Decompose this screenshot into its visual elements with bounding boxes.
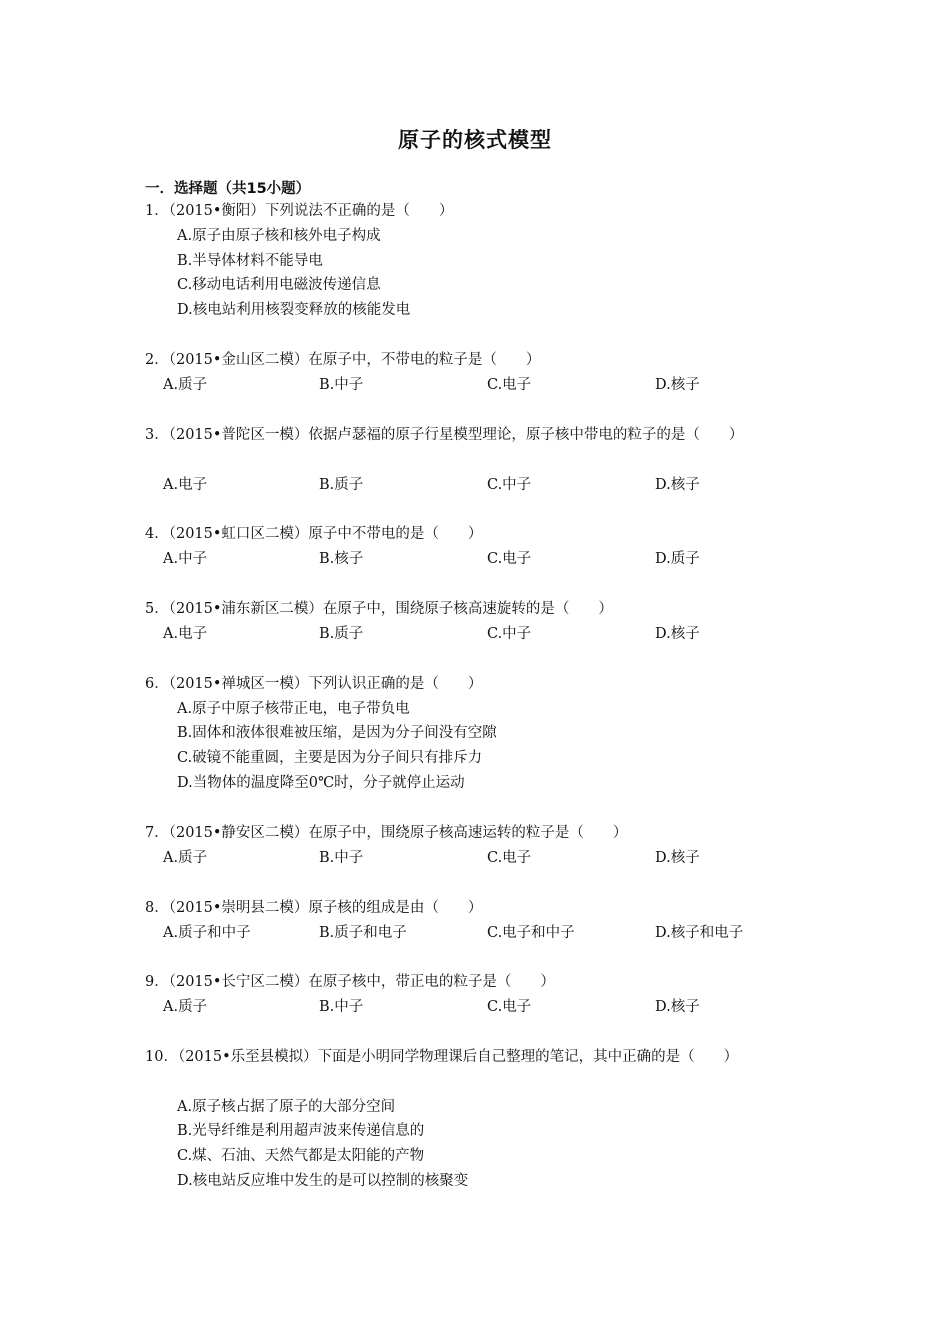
question-1-option-b: B.半导体材料不能导电 bbox=[177, 253, 323, 269]
question-2-option-a: A.质子 bbox=[163, 377, 208, 393]
question-2-option-c: C.电子 bbox=[487, 377, 532, 393]
question-7-option-d: D.核子 bbox=[655, 850, 700, 866]
question-7-stem: 7．（2015•静安区二模）在原子中，围绕原子核高速运转的粒子是（ ） bbox=[145, 825, 628, 841]
question-5-option-b: B.质子 bbox=[319, 626, 364, 642]
question-4-option-d: D.质子 bbox=[655, 551, 700, 567]
question-7-option-a: A.质子 bbox=[163, 850, 208, 866]
question-7-option-c: C.电子 bbox=[487, 850, 532, 866]
question-4-option-a: A.中子 bbox=[163, 551, 208, 567]
question-9-stem: 9．（2015•长宁区二模）在原子核中，带正电的粒子是（ ） bbox=[145, 974, 555, 990]
question-8-option-d: D.核子和电子 bbox=[655, 925, 744, 941]
question-8-option-b: B.质子和电子 bbox=[319, 925, 407, 941]
question-4-stem: 4．（2015•虹口区二模）原子中不带电的是（ ） bbox=[145, 526, 483, 542]
section-heading: 一．选择题（共15小题） bbox=[145, 181, 311, 197]
question-6-option-d: D.当物体的温度降至0℃时，分子就停止运动 bbox=[177, 775, 465, 791]
question-4-option-b: B.核子 bbox=[319, 551, 364, 567]
question-10-option-d: D.核电站反应堆中发生的是可以控制的核聚变 bbox=[177, 1173, 469, 1189]
question-3-option-c: C.中子 bbox=[487, 477, 532, 493]
question-1-option-a: A.原子由原子核和核外电子构成 bbox=[177, 228, 381, 244]
question-9-option-b: B.中子 bbox=[319, 999, 364, 1015]
question-10-stem: 10．（2015•乐至县模拟）下面是小明同学物理课后自己整理的笔记，其中正确的是（ ） bbox=[145, 1049, 739, 1065]
question-10-option-a: A.原子核占据了原子的大部分空间 bbox=[177, 1099, 396, 1115]
question-4-option-c: C.电子 bbox=[487, 551, 532, 567]
question-6-option-c: C.破镜不能重圆，主要是因为分子间只有排斥力 bbox=[177, 750, 483, 766]
question-8-stem: 8．（2015•崇明县二模）原子核的组成是由（ ） bbox=[145, 900, 483, 916]
question-1-stem: 1．（2015•衡阳）下列说法不正确的是（ ） bbox=[145, 203, 454, 219]
question-8-option-a: A.质子和中子 bbox=[163, 925, 251, 941]
question-6-option-a: A.原子中原子核带正电，电子带负电 bbox=[177, 701, 410, 717]
question-3-option-a: A.电子 bbox=[163, 477, 208, 493]
question-6-option-b: B.固体和液体很难被压缩，是因为分子间没有空隙 bbox=[177, 725, 497, 741]
question-2-option-b: B.中子 bbox=[319, 377, 364, 393]
question-2-stem: 2．（2015•金山区二模）在原子中，不带电的粒子是（ ） bbox=[145, 352, 541, 368]
question-3-option-b: B.质子 bbox=[319, 477, 364, 493]
page-title: 原子的核式模型 bbox=[398, 128, 552, 152]
question-5-option-c: C.中子 bbox=[487, 626, 532, 642]
question-3-option-d: D.核子 bbox=[655, 477, 700, 493]
question-9-option-c: C.电子 bbox=[487, 999, 532, 1015]
question-6-stem: 6．（2015•禅城区一模）下列认识正确的是（ ） bbox=[145, 676, 483, 692]
question-5-stem: 5．（2015•浦东新区二模）在原子中，围绕原子核高速旋转的是（ ） bbox=[145, 601, 613, 617]
question-1-option-d: D.核电站利用核裂变释放的核能发电 bbox=[177, 302, 411, 318]
question-5-option-d: D.核子 bbox=[655, 626, 700, 642]
question-9-option-a: A.质子 bbox=[163, 999, 208, 1015]
question-10-option-c: C.煤、石油、天然气都是太阳能的产物 bbox=[177, 1148, 425, 1164]
question-8-option-c: C.电子和中子 bbox=[487, 925, 575, 941]
question-10-option-b: B.光导纤维是利用超声波来传递信息的 bbox=[177, 1123, 425, 1139]
question-5-option-a: A.电子 bbox=[163, 626, 208, 642]
question-1-option-c: C.移动电话利用电磁波传递信息 bbox=[177, 277, 381, 293]
question-9-option-d: D.核子 bbox=[655, 999, 700, 1015]
question-2-option-d: D.核子 bbox=[655, 377, 700, 393]
question-3-stem: 3．（2015•普陀区一模）依据卢瑟福的原子行星模型理论，原子核中带电的粒子的是（ ） bbox=[145, 427, 744, 443]
question-7-option-b: B.中子 bbox=[319, 850, 364, 866]
